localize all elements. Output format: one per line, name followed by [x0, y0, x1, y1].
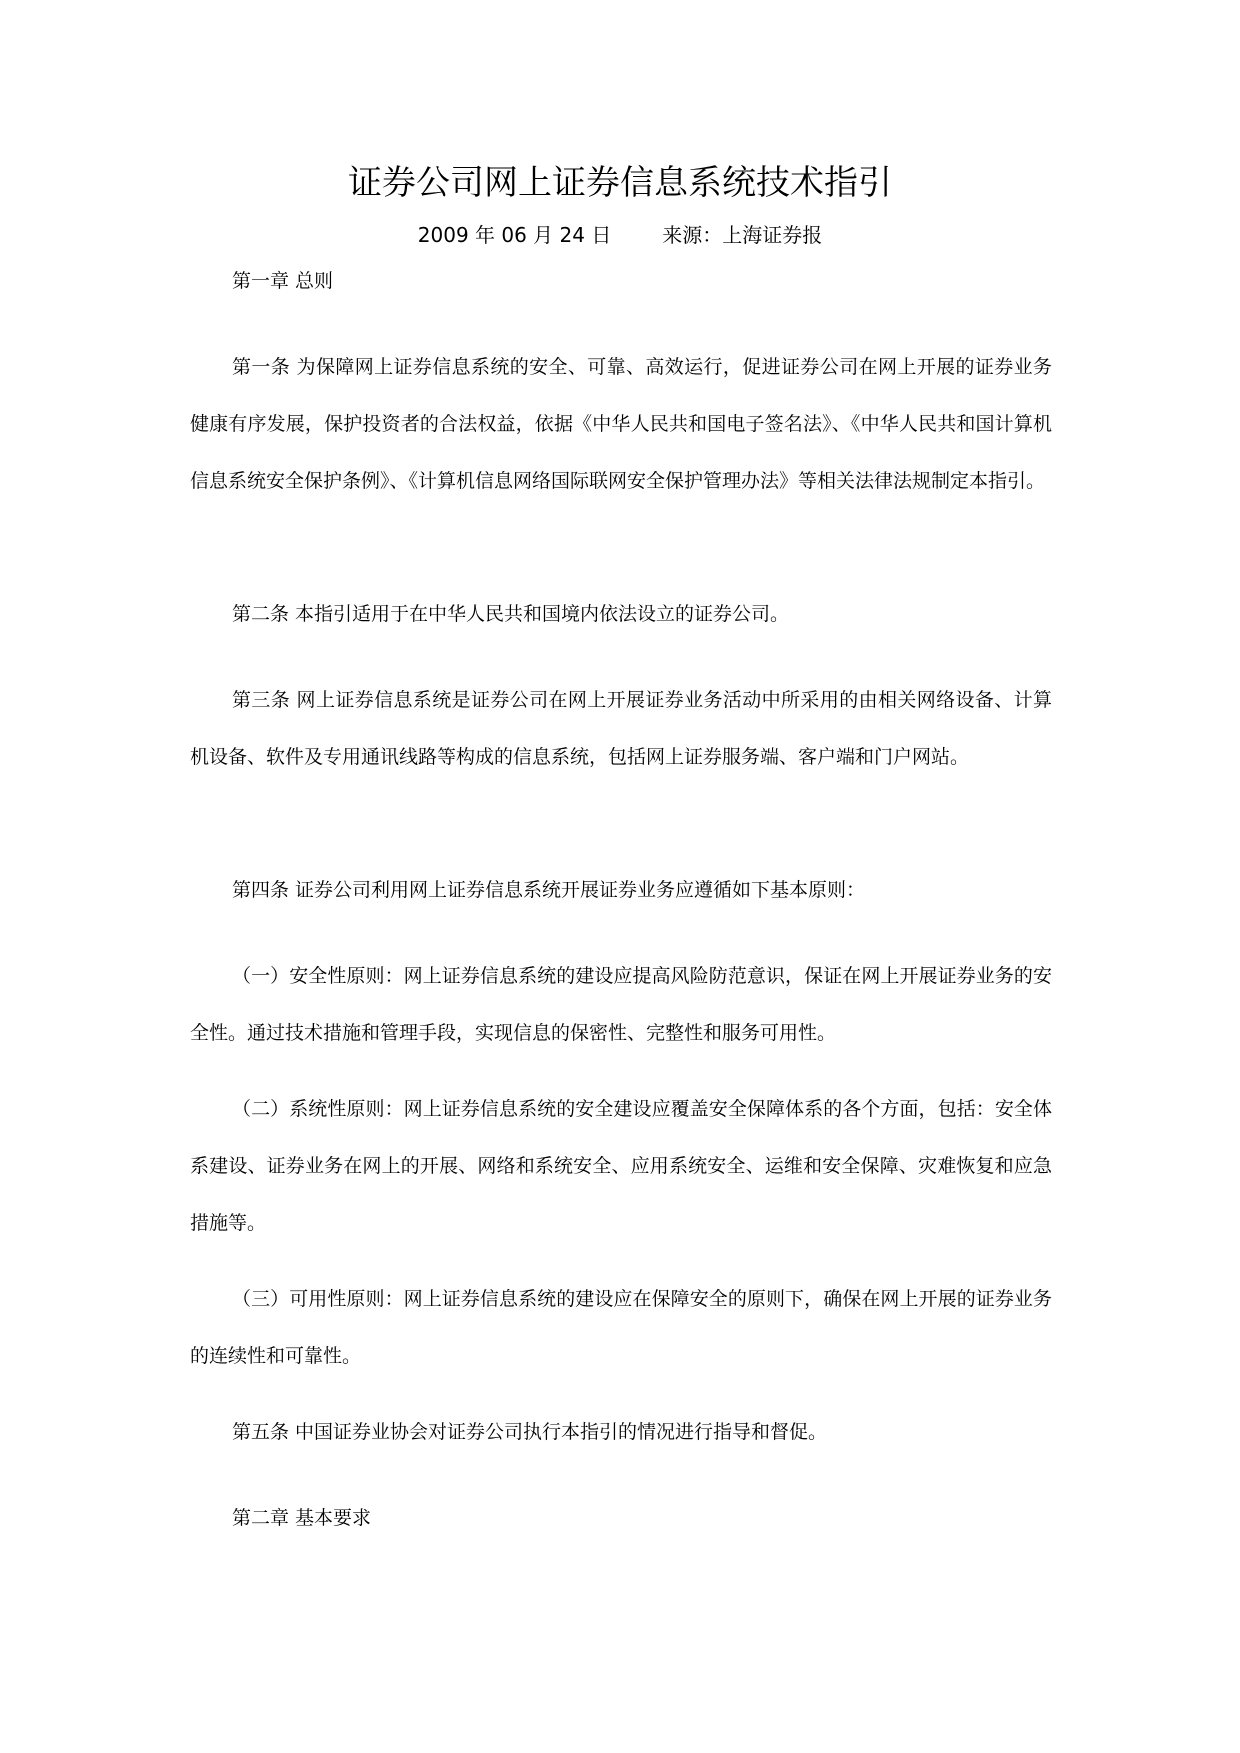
date-source-line: 2009 年 06 月 24 日 来源：上海证券报 — [417, 223, 823, 247]
article-2-paragraph: 第二条 本指引适用于在中华人民共和国境内依法设立的证券公司。 — [232, 603, 790, 625]
article-5-paragraph: 第五条 中国证券业协会对证券公司执行本指引的情况进行指导和督促。 — [232, 1421, 828, 1443]
chapter-heading-2: 第二章 基本要求 — [232, 1507, 372, 1529]
principle-2-paragraph: （二）系统性原则：网上证券信息系统的安全建设应覆盖安全保障体系的各个方面，包括：安全体系建设、证券业务在网上的开展、网络和系统安全、应用系统安全、运维和安全保障、灾难恢复和应急措施等。 — [190, 1098, 1052, 1234]
article-4-paragraph: 第四条 证券公司利用网上证券信息系统开展证券业务应遵循如下基本原则： — [232, 879, 866, 901]
principle-1-paragraph: （一）安全性原则：网上证券信息系统的建设应提高风险防范意识，保证在网上开展证券业务的安全性。通过技术措施和管理手段，实现信息的保密性、完整性和服务可用性。 — [190, 965, 1052, 1044]
document-title: 证券公司网上证券信息系统技术指引 — [348, 163, 892, 203]
chapter-heading-1: 第一章 总则 — [232, 270, 334, 292]
principle-3-paragraph: （三）可用性原则：网上证券信息系统的建设应在保障安全的原则下，确保在网上开展的证券业务的连续性和可靠性。 — [190, 1288, 1052, 1367]
article-1-paragraph: 第一条 为保障网上证券信息系统的安全、可靠、高效运行，促进证券公司在网上开展的证券业务健康有序发展，保护投资者的合法权益，依据《中华人民共和国电子签名法》、《中华人民共和国计算机信息系统安全保护条例》、《计算机信息网络国际联网安全保护管理办法》等相关法律法规制定本指引。 — [190, 356, 1052, 492]
article-3-paragraph: 第三条 网上证券信息系统是证券公司在网上开展证券业务活动中所采用的由相关网络设备、计算机设备、软件及专用通讯线路等构成的信息系统，包括网上证券服务端、客户端和门户网站。 — [190, 689, 1052, 768]
